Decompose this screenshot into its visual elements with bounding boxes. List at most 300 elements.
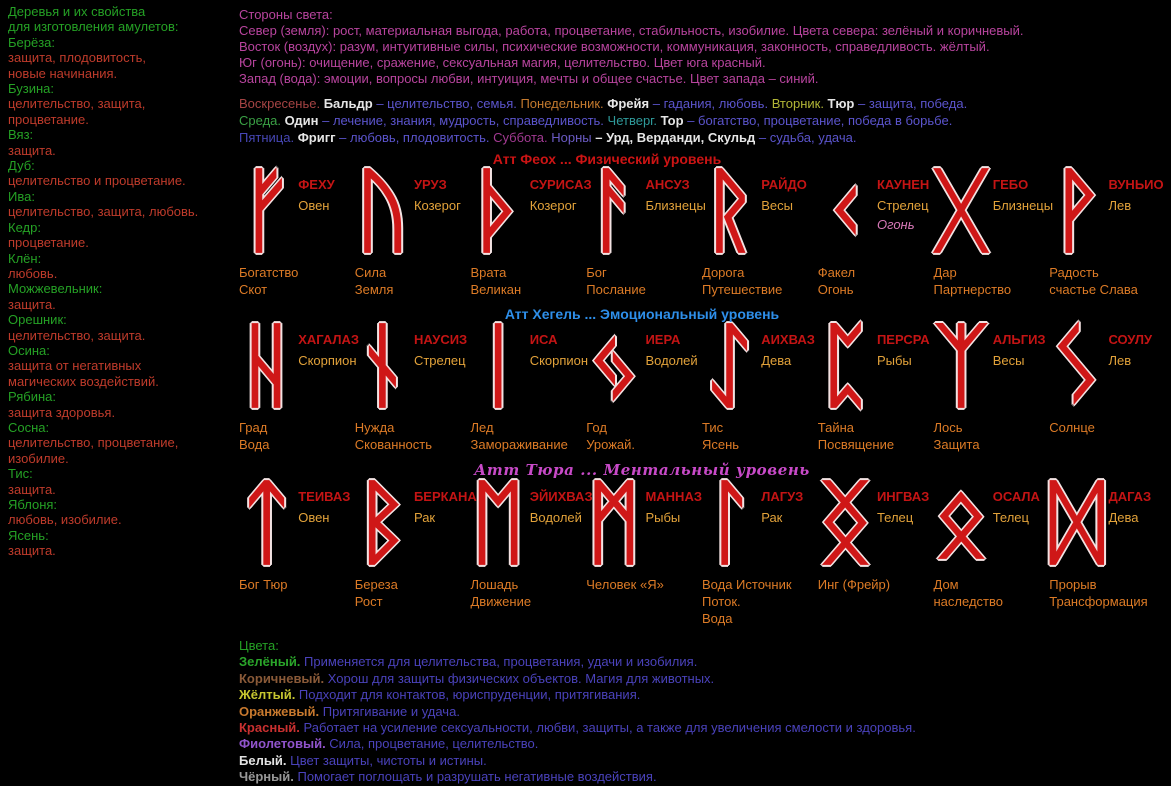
tree-property: изобилие. [8,450,69,466]
rune-meanings [471,419,587,453]
tree-name: Рябина: [8,389,57,405]
color-label: Белый. [239,752,291,768]
tree-property: защита здоровья. [8,404,116,420]
rune-cell [586,157,706,298]
rune-symbol: ᛁ [470,312,526,419]
rune-meaning: Великан [470,282,522,297]
rune-top [702,312,818,419]
tree-property: защита от негативных [8,358,142,374]
rune-zodiac: Близнецы [645,198,706,213]
rune-meaning: Дом [933,577,959,592]
rune-meaning: Прорыв [1049,577,1097,592]
rune-cell [817,157,934,298]
rune-symbol: ᛇ [702,312,758,419]
rune-meaning: Лось [933,420,963,435]
rune-cell [817,469,934,627]
weekday-segment: Вторник. [768,96,824,111]
color-label: Фиолетовый. [239,736,330,752]
weekday-segment: Среда. [239,113,281,128]
tree-property: целительство, защита, [8,96,146,112]
rune-zodiac: Весы [992,353,1025,368]
color-item [239,720,1165,736]
tree-name: Ясень: [8,527,49,543]
rune-meaning: Поток. [702,594,741,609]
rune-meaning: Вода [702,611,733,626]
rune-labels [529,489,593,525]
rune-zodiac: Рыбы [876,353,912,368]
rune-name: АЛЬГИЗ [992,332,1046,347]
rune-symbol: ᛊ [1049,312,1105,419]
rune-cell [933,157,1054,298]
rune-top [817,312,934,419]
weekday-segment: – богатство, процветание, победа в борьбе. [683,113,953,128]
color-item [239,687,1165,703]
rune-top [1049,312,1165,419]
rune-cell [586,312,702,453]
tree-name: Осина: [8,342,50,358]
weekday-segment: Пятница. [239,130,295,145]
rune-zodiac: Рак [761,510,783,525]
weekday-segment: Понедельник. [516,96,604,111]
rune-meanings [586,419,702,453]
rune-meaning: Солнце [1049,420,1095,435]
rune-meaning: Вода [239,437,270,452]
rune-meanings [702,576,818,627]
rune-name: ГЕБО [992,177,1029,192]
rune-cell [470,469,593,627]
rune-rows [239,151,1165,627]
rune-meanings [355,264,471,298]
color-item [239,671,1165,687]
rune-name: ОСАЛА [992,489,1040,504]
rune-labels [992,177,1054,213]
tree-name: Ива: [8,188,35,204]
rune-top [354,312,471,419]
rune-att-row [239,461,1165,627]
direction-line: Юг (огонь): очищение, сражение, сексуальная магия, целительство. Цвет юга красный. [239,55,766,70]
rune-cell [1049,312,1165,453]
tree-property: защита. [8,543,56,559]
rune-top [586,157,706,264]
rune-meaning: Послание [586,282,646,297]
rune-labels [877,489,929,525]
rune-zodiac: Весы [761,198,793,213]
weekday-segment: – судьба, удача. [755,130,857,145]
rune-name: УРУЗ [413,177,447,192]
rune-name: ХАГАЛАЗ [298,332,360,347]
rune-labels [645,332,697,368]
rune-name: ИНГВАЗ [876,489,930,504]
rune-symbol: ᛉ [933,312,989,419]
rune-zodiac: Дева [1108,510,1139,525]
weekday-segment: – Урд, Верданди, Скульд [591,130,756,145]
rune-meanings [355,576,471,610]
rune-labels [993,332,1046,368]
rune-name: НАУСИЗ [413,332,468,347]
rune-labels [877,177,929,232]
rune-top [586,469,702,576]
rune-labels [298,177,335,213]
rune-cell [1049,157,1165,298]
rune-top [239,312,360,419]
rune-meanings [1049,264,1165,298]
color-item [239,769,1165,785]
rune-att-row [239,306,1165,453]
rune-zodiac: Рак [413,510,436,525]
color-label: Зелёный. [239,654,305,670]
color-description: Хорош для защиты физических объектов. Магия для животных. [327,670,715,686]
color-description: Цвет защиты, чистоты и истины. [290,752,487,768]
tree-property: магических воздействий. [8,373,159,389]
weekday-segment: Тор [656,113,684,128]
tree-name: Деревья и их свойства [8,4,146,19]
rune-name: ИСА [529,332,558,347]
rune-labels [993,489,1040,525]
rune-meanings [934,576,1050,610]
rune-top [933,469,1050,576]
rune-labels [645,177,706,213]
directions-lines [239,23,1165,87]
rune-cell [702,157,818,298]
tree-property: защита. [8,481,56,497]
rune-cell [1049,469,1165,627]
tree-name: Бузина: [8,81,54,97]
rune-top [702,157,818,264]
rune-cell [702,469,818,627]
rune-labels [298,332,360,368]
rune-meaning: Факел [817,265,856,280]
rune-zodiac: Скорпион [529,353,589,368]
tree-name: Сосна: [8,419,50,435]
rune-zodiac: Телец [876,510,914,525]
rune-meaning: Год [586,420,607,435]
weekday-segment: – защита, победа. [854,96,968,111]
rune-meanings [702,264,818,298]
rune-labels [1108,177,1163,213]
tree-property: защита, плодовитость, [8,50,146,66]
rune-labels [1108,332,1152,368]
rune-top [1049,157,1165,264]
rune-labels [414,332,467,368]
rune-zodiac: Рыбы [645,510,681,525]
tree-name: Клён: [8,250,42,266]
tree-property: целительство, защита. [8,327,146,343]
rune-zodiac: Водолей [645,353,698,368]
rune-name: ЭЙИХВАЗ [529,489,593,504]
weekday-segment: Воскресенье. [239,96,321,111]
weekday-segment: Тюр [823,96,855,111]
rune-cell [239,312,360,453]
rune-zodiac: Лев [1108,353,1132,368]
rune-symbol: ᛚ [702,469,758,576]
rune-meanings [1049,576,1165,610]
rune-name: ТЕИВАЗ [298,489,351,504]
cardinal-directions-section [239,7,1165,87]
rune-meaning: счастье Слава [1049,282,1138,297]
rune-symbol: ᛈ [817,312,873,419]
rune-zodiac: Скорпион [298,353,357,368]
weekday-segment: Четверг. [603,113,657,128]
rune-name: СУРИСАЗ [529,177,592,192]
rune-top [817,157,934,264]
rune-top [933,157,1054,264]
rune-name: ВУНЬИО [1108,177,1164,192]
rune-meanings [702,419,818,453]
color-item [239,753,1165,769]
rune-labels [761,489,803,525]
rune-meanings [471,576,587,610]
rune-cell [354,312,471,453]
rune-cell [470,312,589,453]
rune-name: ЛАГУЗ [761,489,804,504]
rune-meanings [934,419,1050,453]
rune-zodiac: Овен [298,198,330,213]
rune-meanings [471,264,587,298]
weekday-line [239,95,1165,112]
weekday-segment: Бальдр [320,96,373,111]
att-heading: Атт Феох ... Физический уровень [492,151,722,167]
rune-meanings [355,419,471,453]
weekdays-section [239,95,1165,146]
rune-cell [354,157,471,298]
weekday-segment: – гадания, любовь. [649,96,769,111]
tree-property: целительство, процветание, [8,435,179,451]
rune-zodiac: Лев [1108,198,1132,213]
rune-meaning: Урожай. [586,437,636,452]
color-description: Помогает поглощать и разрушать негативные воздействия. [297,769,657,785]
rune-name: АНСУЗ [645,177,690,192]
rune-name: МАННАЗ [645,489,702,504]
rune-meaning: Партнерство [933,282,1012,297]
rune-meanings [818,576,934,593]
rune-meaning: Дорога [702,265,745,280]
weekday-segment: – целительство, семья. [372,96,517,111]
rune-meaning: Скованность [354,437,433,452]
rune-meaning: Человек «Я» [586,577,664,592]
rune-labels [877,332,930,368]
weekday-segment: Фрейя [603,96,650,111]
rune-name: РАЙДО [761,177,807,192]
tree-name: Вяз: [8,127,34,143]
rune-meaning: Движение [470,594,532,609]
tree-property: процветание. [8,111,89,127]
rune-name: ФЕХУ [298,177,335,192]
rune-cell [239,469,355,627]
rune-symbol: ᚷ [933,157,989,264]
rune-meaning: Богатство [239,265,299,280]
rune-top [239,469,355,576]
rune-top [586,312,702,419]
rune-labels [761,177,807,213]
rune-meaning: Путешествие [702,282,783,297]
rune-symbol: ᚲ [817,157,873,264]
directions-title: Стороны света: [239,7,333,22]
rune-meaning: Тайна [817,420,855,435]
color-label: Коричневый. [239,670,328,686]
rune-meaning: Огонь [817,282,854,297]
att-heading: Атт Хегель ... Эмоциональный уровень [504,306,780,322]
rune-meaning: Врата [470,265,507,280]
color-label: Красный. [239,720,304,736]
rune-meaning: Рост [354,594,383,609]
rune-cell [470,157,592,298]
rune-name: ИЕРА [645,332,681,347]
tree-property: процветание. [8,235,89,251]
tree-name: Тис: [8,466,33,482]
rune-meaning: Нужда [354,420,395,435]
direction-line: Запад (вода): эмоции, вопросы любви, интуиция, мечты и общее счастье. Цвет запада – синий. [239,71,819,86]
tree-property: любовь, изобилие. [8,512,122,528]
rune-top [239,157,355,264]
tree-name: Дуб: [8,158,35,174]
color-description: Подходит для контактов, юриспруденции, притягивания. [298,687,641,703]
rune-meaning: Радость [1049,265,1099,280]
rune-meaning: наследство [933,594,1003,609]
rune-cell [933,312,1050,453]
color-item [239,704,1165,720]
tree-name: Кедр: [8,219,41,235]
rune-extra-element: Огонь [876,217,915,232]
rune-name: ДАГАЗ [1108,489,1152,504]
rune-meaning: Лед [470,420,494,435]
tree-property: любовь. [8,265,58,281]
rune-meanings [1049,419,1165,436]
tree-property: новые начинания. [8,65,118,81]
color-description: Применяется для целительства, процветания, удачи и изобилия. [304,654,698,670]
rune-meaning: Вода Источник [702,577,792,592]
tree-property: защита. [8,296,56,312]
rune-cell [933,469,1050,627]
tree-name: для изготовления амулетов: [8,19,179,35]
weekday-segment: – лечение, знания, мудрость, справедливость. [318,113,604,128]
rune-cell [354,469,477,627]
tree-name: Можжевельник: [8,281,103,297]
rune-cell [702,312,818,453]
weekday-segment: – любовь, плодовитость. [335,130,490,145]
tree-property: защита. [8,142,56,158]
rune-symbol: ᛖ [470,469,526,576]
rune-symbol: ᛏ [239,469,295,576]
rune-meaning: Сила [354,265,387,280]
rune-symbol: ᚱ [702,157,758,264]
rune-zodiac: Водолей [529,510,582,525]
colors-title: Цвета: [239,638,279,653]
rune-meanings [586,576,702,593]
color-description: Сила, процветание, целительство. [329,736,539,752]
rune-top [354,157,471,264]
rune-top [1049,469,1165,576]
weekday-segment: Один [281,113,319,128]
rune-meaning: Бог Тюр [239,577,288,592]
rune-symbol: ᛝ [817,469,873,576]
colors-section [239,638,1165,786]
rune-top [470,312,589,419]
rune-name: АИХВАЗ [761,332,815,347]
rune-att-row [239,151,1165,298]
rune-meaning: Лошадь [470,577,519,592]
rune-symbol: ᚹ [1049,157,1105,264]
rune-top [702,469,818,576]
rune-name: КАУНЕН [876,177,930,192]
rune-name: БЕРКАНА [413,489,477,504]
tree-name: Берёза: [8,34,56,50]
rune-labels [761,332,815,368]
rune-meaning: Земля [354,282,394,297]
rune-meanings [586,264,702,298]
rune-cell [817,312,934,453]
weekday-segment: Фригг [294,130,336,145]
rune-top [817,469,934,576]
rune-zodiac: Близнецы [992,198,1054,213]
rune-labels [414,177,461,213]
rune-meaning: Ясень [702,437,740,452]
rune-meaning: Бог [586,265,607,280]
rune-zodiac: Овен [298,510,330,525]
color-description: Притягивание и удача. [322,703,460,719]
rune-labels [645,489,702,525]
rune-meaning: Тис [702,420,724,435]
tree-name: Яблоня: [8,497,58,512]
color-label: Жёлтый. [239,687,299,703]
rune-top [933,312,1050,419]
rune-symbol: ᚾ [354,312,410,419]
tree-name: Орешник: [8,312,67,328]
color-label: Чёрный. [239,769,298,785]
tree-property: целительство и процветание. [8,173,186,189]
rune-labels [298,489,350,525]
rune-symbol: ᚨ [586,157,642,264]
color-label: Оранжевый. [239,703,323,719]
weekday-line [239,112,1165,129]
rune-labels [530,332,587,368]
rune-zodiac: Дева [761,353,792,368]
direction-line: Восток (воздух): разум, интуитивные силы, психические возможности, коммуникация, законность, справедливость. жёлтый. [239,39,990,54]
rune-symbol: ᚠ [239,157,295,264]
main-content [239,7,1165,786]
rune-zodiac: Козерог [413,198,461,213]
rune-name: СОУЛУ [1108,332,1153,347]
rune-top [354,469,477,576]
rune-symbol: ᛞ [1049,469,1105,576]
rune-meaning: Посвящение [817,437,895,452]
rune-meanings [934,264,1050,298]
rune-name: ПЕРСРА [876,332,930,347]
rune-meanings [239,576,355,593]
rune-meanings [818,264,934,298]
rune-zodiac: Стрелец [413,353,466,368]
weekday-segment: Норны [547,130,592,145]
rune-zodiac: Стрелец [876,198,929,213]
rune-meaning: Замораживание [470,437,568,452]
rune-zodiac: Телец [992,510,1029,525]
rune-top [470,157,592,264]
rune-meanings [818,419,934,453]
rune-symbol: ᛗ [586,469,642,576]
rune-meaning: Скот [239,282,268,297]
rune-labels [529,177,592,213]
rune-meaning: Береза [354,577,398,592]
rune-meanings [239,419,355,453]
rune-labels [413,489,477,525]
rune-top [470,469,593,576]
rune-symbol: ᛃ [586,312,642,419]
rune-symbol: ᚺ [239,312,295,419]
rune-cell [239,157,355,298]
rune-meaning: Защита [933,437,980,452]
color-item [239,736,1165,752]
direction-line: Север (земля): рост, материальная выгода, работа, процветание, стабильность, изобилие. Цвета севера: зелёный и коричневый. [239,23,1024,38]
tree-property: целительство, защита, любовь. [8,204,199,220]
